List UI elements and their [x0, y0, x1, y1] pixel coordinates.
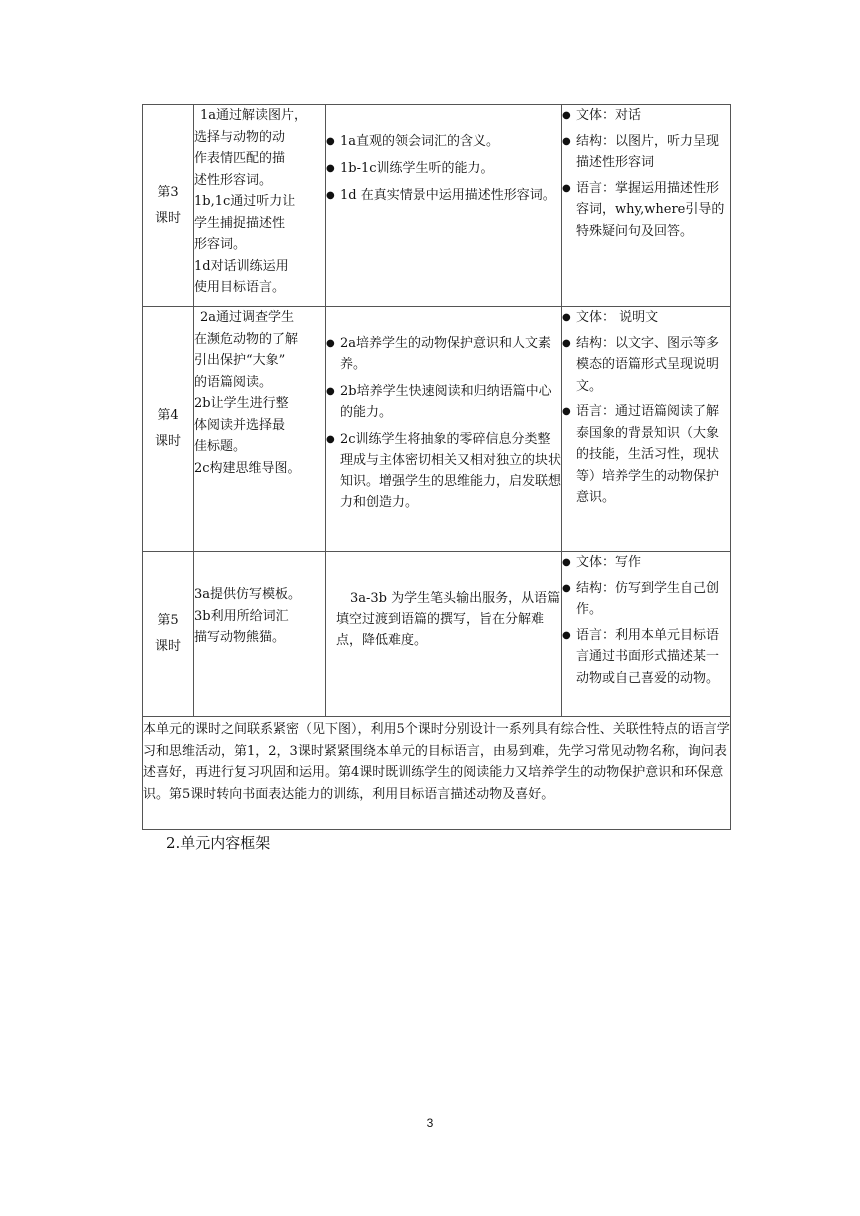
- activity-line: 体阅读并选择最: [194, 417, 286, 433]
- activity-line: 2b让学生进行整: [194, 396, 289, 411]
- activity-line: 作表情匹配的描: [194, 151, 286, 166]
- activity-line: 1b,1c通过听力让: [194, 194, 296, 209]
- analysis-item: ● 语言：掌握运用描述性形容词，why,where引导的特殊疑问句及回答。: [562, 178, 730, 243]
- activity-line: 使用目标语言。: [194, 280, 286, 295]
- analysis-item: ● 结构：以图片，听力呈现描述性形容词: [562, 131, 730, 174]
- activity-line: 3b利用所给词汇: [194, 608, 289, 624]
- activities-cell: [194, 105, 326, 307]
- goal-item: 3a-3b 为学生笔头输出服务，从语篇填空过渡到语篇的撰写，旨在分解难点，降低难度。: [336, 591, 561, 648]
- lesson-label: 课时: [154, 434, 181, 449]
- lesson-label: 第3: [157, 184, 179, 200]
- analysis-item: ● 结构：仿写到学生自己创作。: [562, 578, 730, 621]
- lesson-label-cell: [143, 105, 194, 307]
- goal-item: ● 1b-1c训练学生听的能力。: [326, 158, 561, 179]
- goal-item: ● 2b培养学生快速阅读和归纳语篇中心的能力。: [326, 381, 561, 423]
- activity-line: 1d对话训练运用: [194, 258, 289, 274]
- summary-cell: [143, 717, 731, 830]
- analysis-item: ● 语言：通过语篇阅读了解泰国象的背景知识（大象的技能，生活习性，现状等）培养学生的动物保护意识。: [562, 401, 730, 509]
- goal-item: ● 1a直观的领会词汇的含义。: [326, 131, 561, 152]
- activity-line: 选择与动物的动: [194, 129, 286, 145]
- activity-line: 2c构建思维导图。: [194, 460, 301, 476]
- analysis-item: ● 语言：利用本单元目标语言通过书面形式描述某一动物或自己喜爱的动物。: [562, 625, 730, 690]
- activities-cell: [194, 552, 326, 717]
- analysis-item: ● 文体：对话: [562, 105, 730, 127]
- analysis-cell: [562, 307, 731, 552]
- lesson-label: 第5: [157, 613, 179, 628]
- activity-line: 学生捕捉描述性: [194, 215, 286, 231]
- table-row-summary: [143, 717, 731, 830]
- goal-item: ● 2c训练学生将抽象的零碎信息分类整理成与主体密切相关又相对独立的块状知识。增强学生的思维能力，启发联想力和创造力。: [326, 429, 561, 513]
- activity-line: 形容词。: [194, 237, 247, 252]
- activities-cell: [194, 307, 326, 552]
- activity-line: 2a通过调查学生: [200, 310, 295, 325]
- activity-line: 在濒危动物的了解: [194, 331, 299, 347]
- activity-line: 1a通过解读图片，: [200, 108, 308, 123]
- goals-cell: [326, 552, 562, 717]
- section-title: 2.单元内容框架: [166, 834, 271, 852]
- goal-item: ● 2a培养学生的动物保护意识和人文素养。: [326, 333, 561, 375]
- goals-cell: [326, 307, 562, 552]
- activity-line: 佳标题。: [194, 439, 247, 454]
- table-row-lesson-5: [143, 552, 731, 717]
- lesson-label-cell: [143, 552, 194, 717]
- goal-item: ● 1d 在真实情景中运用描述性形容词。: [326, 185, 561, 206]
- analysis-cell: [562, 105, 731, 307]
- activity-line: 的语篇阅读。: [194, 374, 273, 390]
- activity-line: 述性形容词。: [194, 172, 273, 188]
- analysis-cell: [562, 552, 731, 717]
- analysis-item: ● 文体： 说明文: [562, 307, 730, 329]
- activity-line: 3a提供仿写模板。: [194, 587, 302, 602]
- lesson-label-cell: [143, 307, 194, 552]
- lesson-label: 课时: [154, 639, 181, 654]
- lesson-label: 第4: [157, 408, 179, 423]
- goals-cell: [326, 105, 562, 307]
- analysis-item: ● 文体：写作: [562, 552, 730, 574]
- lesson-plan-table: [142, 104, 731, 830]
- table-row-lesson-3: [143, 105, 731, 307]
- table-row-lesson-4: [143, 307, 731, 552]
- summary-text: 本单元的课时之间联系紧密（见下图），利用5个课时分别设计一系列具有综合性、关联性特点的语言学习和思维活动，第1，2，3课时紧紧围绕本单元的目标语言，由易到难，先学习常见动物名称，询问表述喜好，再进行复习巩固和运用。第4课时既训练学生的阅读能力又培养学生的动物保护意识和环保意识。第5课时转向书面表达能力的训练，利用目标语言描述动物及喜好。: [143, 722, 730, 802]
- activity-line: 描写动物熊猫。: [194, 630, 286, 645]
- analysis-item: ● 结构：以文字、图示等多模态的语篇形式呈现说明文。: [562, 333, 730, 398]
- activity-line: 引出保护“大象”: [194, 353, 286, 368]
- lesson-label: 课时: [154, 210, 181, 226]
- page-number: 3: [426, 1116, 434, 1130]
